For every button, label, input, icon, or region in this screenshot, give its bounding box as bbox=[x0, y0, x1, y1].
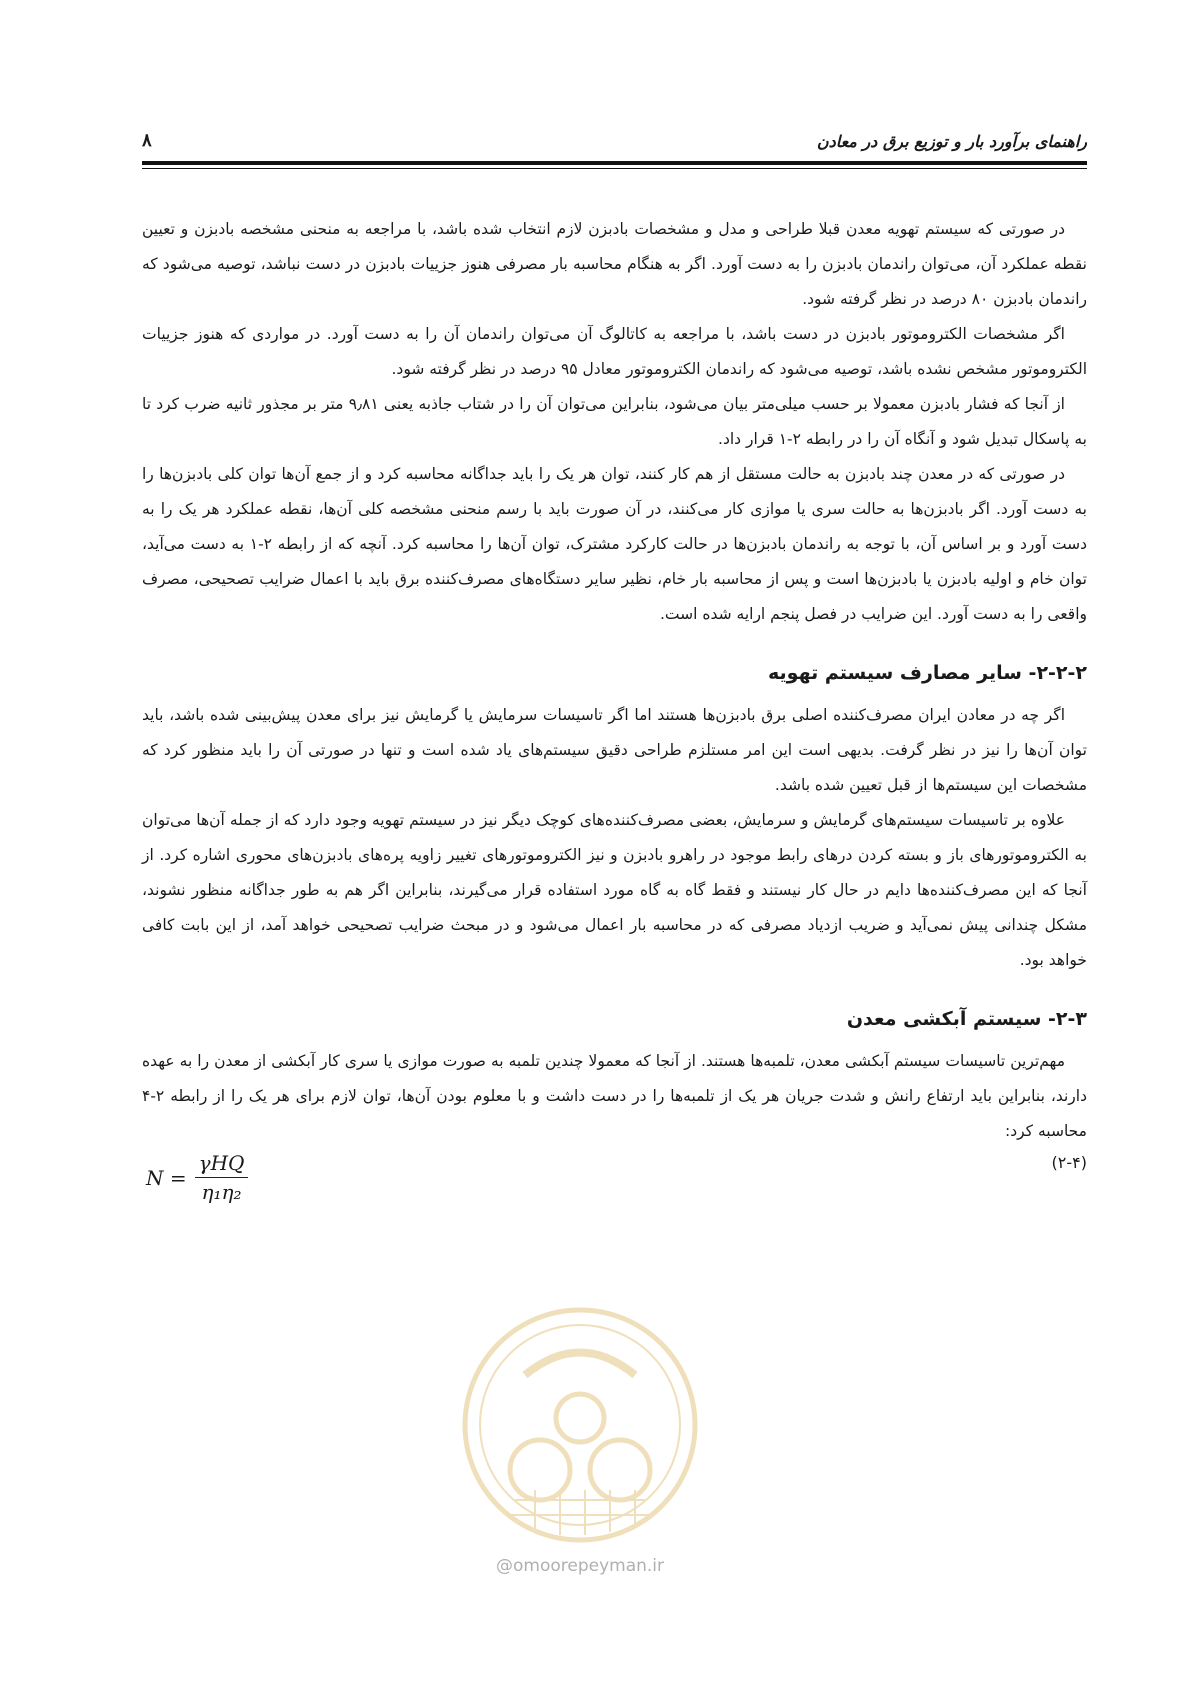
header-rule-thick bbox=[142, 161, 1087, 165]
section-heading: ۲-۲-۲- سایر مصارف سیستم تهویه bbox=[768, 662, 1087, 684]
equation-denominator: η₁η₂ bbox=[201, 1180, 242, 1204]
body-content bbox=[142, 212, 1087, 1231]
running-title: راهنمای برآورد بار و توزیع برق در معادن bbox=[816, 132, 1087, 151]
header-rule-thin bbox=[142, 168, 1087, 169]
page-header bbox=[142, 128, 1087, 162]
paragraph: اگر مشخصات الکتروموتور بادبزن در دست باشد، با مراجعه به کاتالوگ آن می‌توان راندمان آن را به دست آورد. در مواردی که هنوز جزییات الکتروموتور مشخص نشده باشد، توصیه می‌شود که راندمان الکتروموتور معادل ۹۵ درصد در نظر گرفته شود. bbox=[142, 325, 1087, 378]
paragraph: در صورتی که سیستم تهویه معدن قبلا طراحی و مدل و مشخصات بادبزن لازم انتخاب شده باشد، با مراجعه به منحنی مشخصه بادبزن و تعیین نقطه عملکرد آن، می‌توان راندمان بادبزن را به دست آورد. اگر به هنگام محاسبه بار مصرفی هنوز جزییات بادبزن در دست نباشد، توصیه می‌شود که راندمان بادبزن ۸۰ درصد در نظر گرفته شود. bbox=[142, 220, 1087, 308]
equation-numerator: γHQ bbox=[195, 1151, 249, 1178]
paragraph: در صورتی که در معدن چند بادبزن به حالت مستقل از هم کار کنند، توان هر یک را باید جداگانه محاسبه کرد و از جمع آن‌ها توان کلی بادبزن‌ها را به دست آورد. اگر بادبزن‌ها به حالت سری یا موازی کار می‌کنند، در آن صورت باید با رسم منحنی مشخصه کلی آن‌ها، نقطه عملکرد هر یک را به دست آورد و بر اساس آن، با توجه به راندمان بادبزن‌ها در حالت کارکرد مشترک، توان آن‌ها را محاسبه کرد. آنچه که از رابطه ۲-۱ به دست می‌آید، توان خام و اولیه بادبزن یا بادبزن‌ها است و پس از محاسبه بار خام، نظیر سایر دستگاه‌های مصرف‌کننده برق باید با اعمال ضرایب تصحیحی، مصرف واقعی را به دست آورد. این ضرایب در فصل پنجم ارایه شده است. bbox=[142, 465, 1087, 623]
page-number: ۸ bbox=[142, 130, 152, 151]
equation-fraction bbox=[195, 1151, 249, 1204]
watermark-seal-icon bbox=[455, 1300, 705, 1550]
paragraph: علاوه بر تاسیسات سیستم‌های گرمایش و سرمایش، بعضی مصرف‌کننده‌های کوچک دیگر نیز در سیستم تهویه وجود دارد که از جمله آن‌ها می‌توان به الکتروموتورهای باز و بسته کردن درهای رابط موجود در راهرو بادبزن و نیز الکتروموتورهای تغییر زاویه پره‌های بادبزن‌های محوری اشاره کرد. از آنجا که این مصرف‌کننده‌ها دایم در حال کار نیستند و فقط گاه به گاه مورد استفاده قرار می‌گیرند، بنابراین اگر هم به طور جداگانه منظور نشوند، مشکل چندانی پیش نمی‌آید و ضریب ازدیاد مصرفی که در محاسبه بار اعمال می‌شود و در مبحث ضرایب تصحیحی خواهد آمد، از این بابت کافی خواهد بود. bbox=[142, 811, 1087, 969]
paragraph: از آنجا که فشار بادبزن معمولا بر حسب میلی‌متر بیان می‌شود، بنابراین می‌توان آن را در شتاب جاذبه یعنی ۹٫۸۱ متر بر مجذور ثانیه ضرب کرد تا به پاسکال تبدیل شود و آنگاه آن را در رابطه ۲-۱ قرار داد. bbox=[142, 395, 1087, 448]
watermark-site: @omoorepeyman.ir bbox=[495, 1556, 665, 1576]
equation-number: (۲-۴) bbox=[1051, 1153, 1087, 1172]
equation bbox=[146, 1151, 248, 1204]
equation-lhs: N = bbox=[146, 1165, 187, 1190]
paragraph: مهم‌ترین تاسیسات سیستم آبکشی معدن، تلمبه‌ها هستند. از آنجا که معمولا چندین تلمبه به صورت موازی یا سری کار آبکشی از معدن را به عهده دارند، بنابراین باید ارتفاع رانش و شدت جریان هر یک از تلمبه‌ها را در دست داشت و با معلوم بودن آن‌ها، توان لازم برای هر یک را از رابطه ۲-۴ محاسبه کرد: bbox=[142, 1052, 1087, 1140]
paragraph: اگر چه در معادن ایران مصرف‌کننده اصلی برق بادبزن‌ها هستند اما اگر تاسیسات سرمایش یا گرمایش نیز برای معدن پیش‌بینی شده باشد، باید توان آن‌ها را نیز در نظر گرفت. بدیهی است این امر مستلزم طراحی دقیق سیستم‌های یاد شده است و تنها در صورتی آن را باید منظور کرد که مشخصات این سیستم‌ها از قبل تعیین شده باشد. bbox=[142, 706, 1087, 794]
equation-block bbox=[142, 1151, 1087, 1231]
section-heading: ۲-۳- سیستم آبکشی معدن bbox=[846, 1008, 1087, 1030]
